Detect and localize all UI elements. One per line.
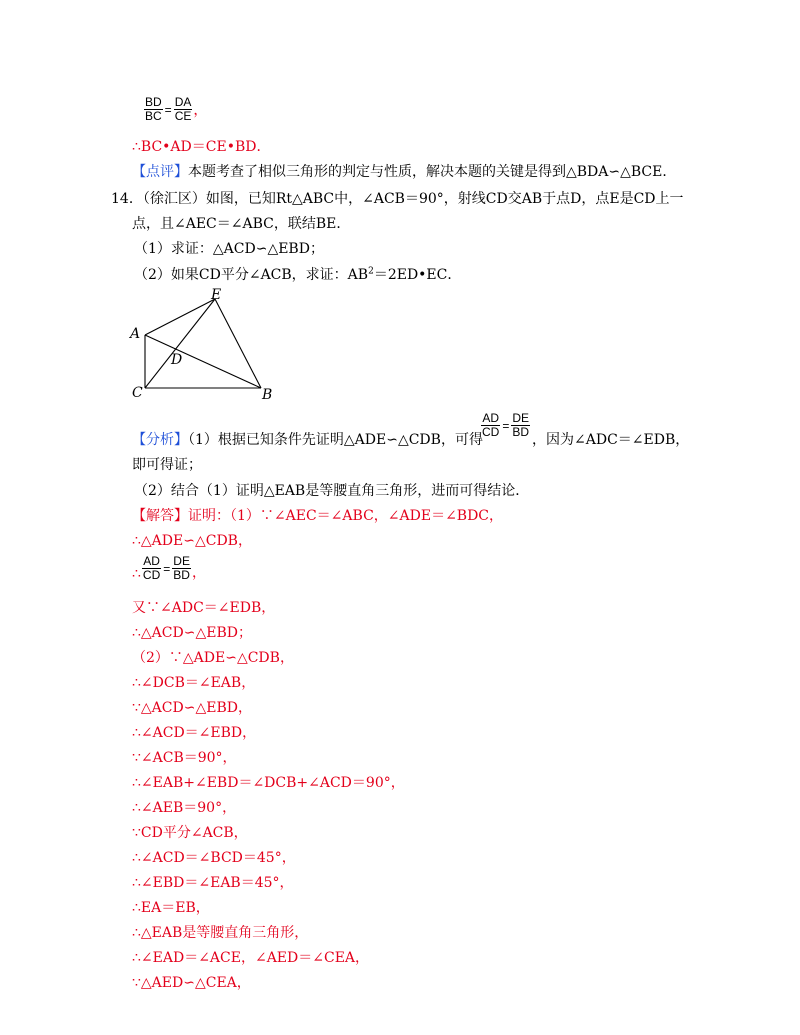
fraction-bd-bc-da-ce: $\frac{BD}{BC}$ = $\frac{DA}{CE}$ ，: [145, 95, 208, 123]
segment-ae: [145, 299, 215, 335]
solution-line-1: 【解答】证明：（1）∵∠AEC＝∠ABC，∠ADE＝∠BDC，: [132, 508, 504, 524]
geometry-figure: [125, 285, 285, 405]
solution-line-12: ∵CD平分∠ACB，: [132, 825, 248, 841]
analysis-line-1-tail: ，因为∠ADC＝∠EDB，: [532, 432, 690, 448]
fraction: $\frac{DA}{CE}$: [174, 95, 192, 123]
analysis-line-1: 【分析】（1）根据已知条件先证明△ADE∽△CDB，可得: [132, 432, 483, 448]
solution-line-2: ∴△ADE∽△CDB，: [132, 533, 252, 549]
question-2: （2）如果CD平分∠ACB，求证：$AB^2=2ED•EC$．: [134, 266, 462, 283]
solution-line-10: ∴∠EAB+∠EBD＝∠DCB+∠ACD＝90°，: [132, 775, 405, 791]
solution-line-4: ∴△ACD∽△EBD；: [132, 625, 252, 641]
solution-line-16: ∴△EAB是等腰直角三角形，: [132, 925, 309, 941]
solution-line-17: ∴∠EAD＝∠ACE，∠AED＝∠CEA，: [132, 950, 370, 966]
analysis-line-3: （2）结合（1）证明△EAB是等腰直角三角形，进而可得结论．: [134, 483, 530, 499]
label-d: D: [171, 352, 183, 368]
conclusion-line: ∴BC•AD＝CE•BD．: [132, 139, 271, 155]
label-c: C: [132, 385, 143, 401]
solution-line-13: ∴∠ACD＝∠BCD＝45°，: [132, 850, 296, 866]
solution-line-18: ∵△AED∽△CEA，: [132, 975, 251, 991]
label-b: B: [262, 387, 273, 403]
question-1: （1）求证：△ACD∽△EBD；: [134, 241, 324, 257]
solution-line-9: ∵∠ACB＝90°，: [132, 750, 237, 766]
label-a: A: [130, 326, 141, 342]
analysis-tag: 【分析】: [132, 432, 188, 448]
label-e: E: [211, 287, 222, 303]
problem-number: 14．: [111, 191, 143, 207]
solution-line-8: ∴∠ACD＝∠EBD，: [132, 725, 257, 741]
comment-tag: 【点评】: [132, 164, 188, 180]
problem-line-2: 点，且∠AEC＝∠ABC，联结BE．: [132, 216, 351, 232]
solution-line-14: ∴∠EBD＝∠EAB＝45°，: [132, 875, 294, 891]
analysis-fraction: $\frac{AD}{CD}$ = $\frac{DE}{BD}$: [482, 411, 530, 439]
solution-line-3: 又∵∠ADC＝∠EDB，: [132, 600, 276, 616]
comment-text: 本题考查了相似三角形的判定与性质，解决本题的关键是得到△BDA∽△BCE．: [188, 164, 677, 180]
solution-line-6: ∴∠DCB＝∠EAB，: [132, 675, 256, 691]
solution-line-5: （2）∵△ADE∽△CDB，: [132, 650, 294, 666]
analysis-line-2: 即可得证；: [132, 457, 202, 473]
segment-eb: [215, 299, 261, 388]
comment-line: [132, 163, 676, 181]
solution-fraction: ∴ $\frac{AD}{CD}$ = $\frac{DE}{BD}$ ，: [132, 554, 206, 582]
problem-line-1: 14．（徐汇区）如图，已知Rt△ABC中，∠ACB＝90°，射线CD交AB于点D，点E是CD上一: [111, 191, 684, 207]
segment-ab: [145, 335, 261, 388]
solution-line-7: ∵△ACD∽△EBD，: [132, 700, 252, 716]
solution-tag: 【解答】: [132, 508, 188, 524]
fraction: $\frac{BD}{BC}$: [145, 95, 162, 123]
solution-line-15: ∴EA＝EB，: [132, 900, 210, 916]
segment-ce: [145, 299, 215, 388]
solution-line-11: ∴∠AEB＝90°，: [132, 800, 237, 816]
